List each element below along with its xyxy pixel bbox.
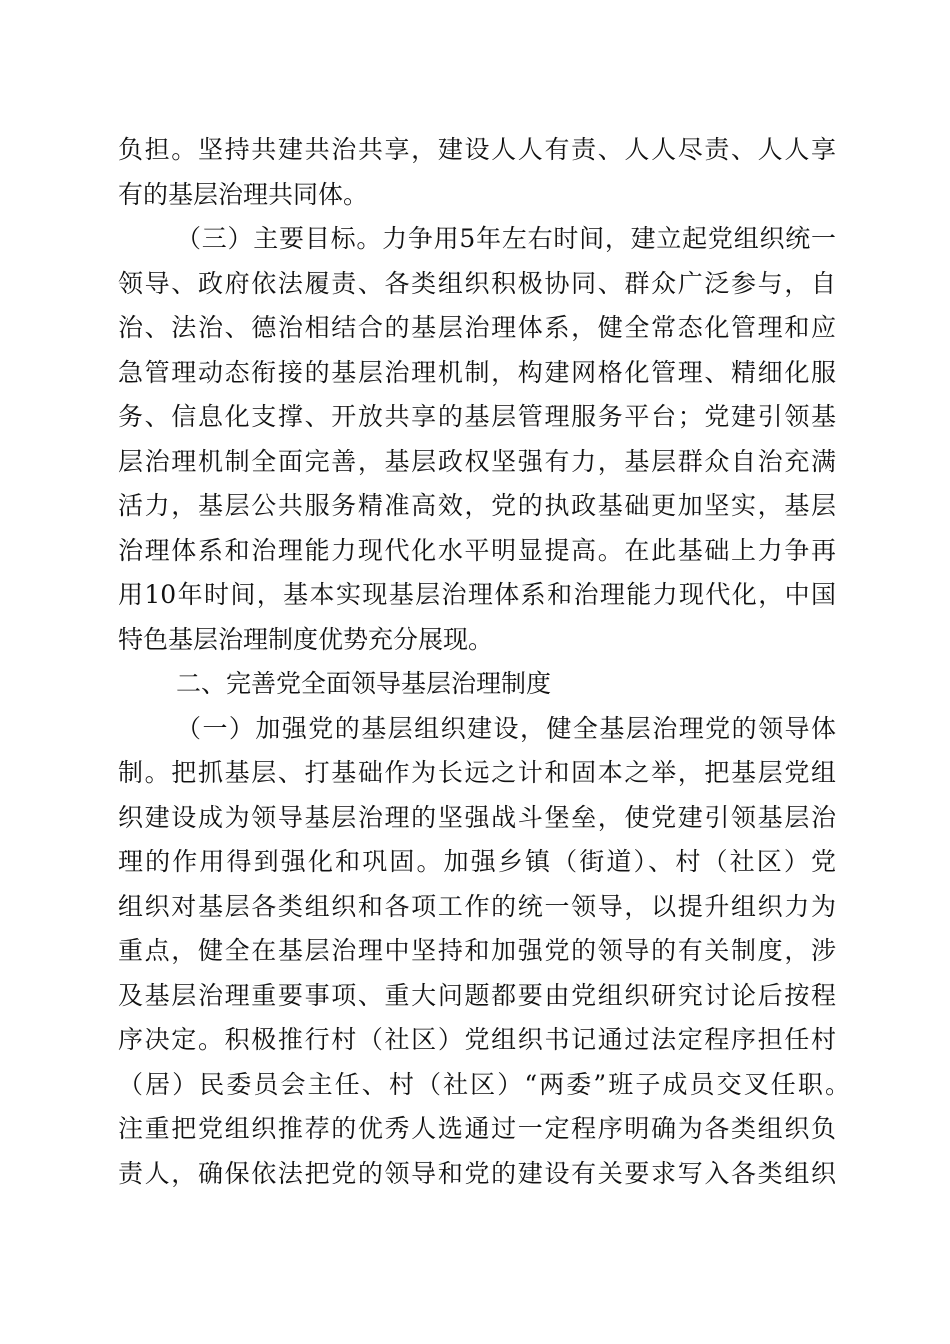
text-line: 组织对基层各类组织和各项工作的统一领导，以提升组织力为 — [118, 891, 836, 921]
paragraph-heading-main-goals: （三）主要目标。力争用5年左右时间，建立起党组织统一 — [176, 224, 836, 253]
text-line: 治理体系和治理能力现代化水平明显提高。在此基础上力争再 — [118, 535, 836, 565]
text-line: 领导、政府依法履责、各类组织积极协同、群众广泛参与，自 — [118, 268, 836, 298]
text-line: 理的作用得到强化和巩固。加强乡镇（街道）、村（社区）党 — [118, 847, 836, 876]
text-line: 急管理动态衔接的基层治理机制，构建网格化管理、精细化服 — [118, 357, 836, 387]
text-line: 序决定。积极推行村（社区）党组织书记通过法定程序担任村 — [118, 1025, 836, 1054]
text-line: 务、信息化支撑、开放共享的基层管理服务平台；党建引领基 — [118, 402, 836, 431]
text-line: （居）民委员会主任、村（社区）“两委”班子成员交叉任职。 — [118, 1069, 850, 1099]
paragraph-heading-party-organization: （一）加强党的基层组织建设，健全基层治理党的领导体 — [176, 713, 836, 743]
text-line: 特色基层治理制度优势充分展现。 — [118, 624, 494, 654]
body-text — [118, 128, 850, 1196]
text-line: 责人，确保依法把党的领导和党的建设有关要求写入各类组织 — [118, 1158, 836, 1188]
text-line: 层治理机制全面完善，基层政权坚强有力，基层群众自治充满 — [118, 446, 836, 476]
text-line: 织建设成为领导基层治理的坚强战斗堡垒，使党建引领基层治 — [118, 802, 836, 832]
text-line: 重点，健全在基层治理中坚持和加强党的领导的有关制度，涉 — [118, 936, 836, 965]
text-line: 制。把抓基层、打基础作为长远之计和固本之举，把基层党组 — [118, 758, 836, 787]
text-line: 有的基层治理共同体。 — [118, 179, 369, 209]
text-line: 及基层治理重要事项、重大问题都要由党组织研究讨论后按程 — [118, 980, 836, 1010]
text-line: 用10年时间，基本实现基层治理体系和治理能力现代化，中国 — [118, 580, 836, 609]
section-heading: 二、完善党全面领导基层治理制度 — [176, 669, 552, 698]
text-line: 活力，基层公共服务精准高效，党的执政基础更加坚实，基层 — [118, 491, 836, 520]
text-line: 治、法治、德治相结合的基层治理体系，健全常态化管理和应 — [118, 313, 836, 342]
text-line: 负担。坚持共建共治共享，建设人人有责、人人尽责、人人享 — [118, 135, 836, 164]
text-line: 注重把党组织推荐的优秀人选通过一定程序明确为各类组织负 — [118, 1114, 836, 1143]
